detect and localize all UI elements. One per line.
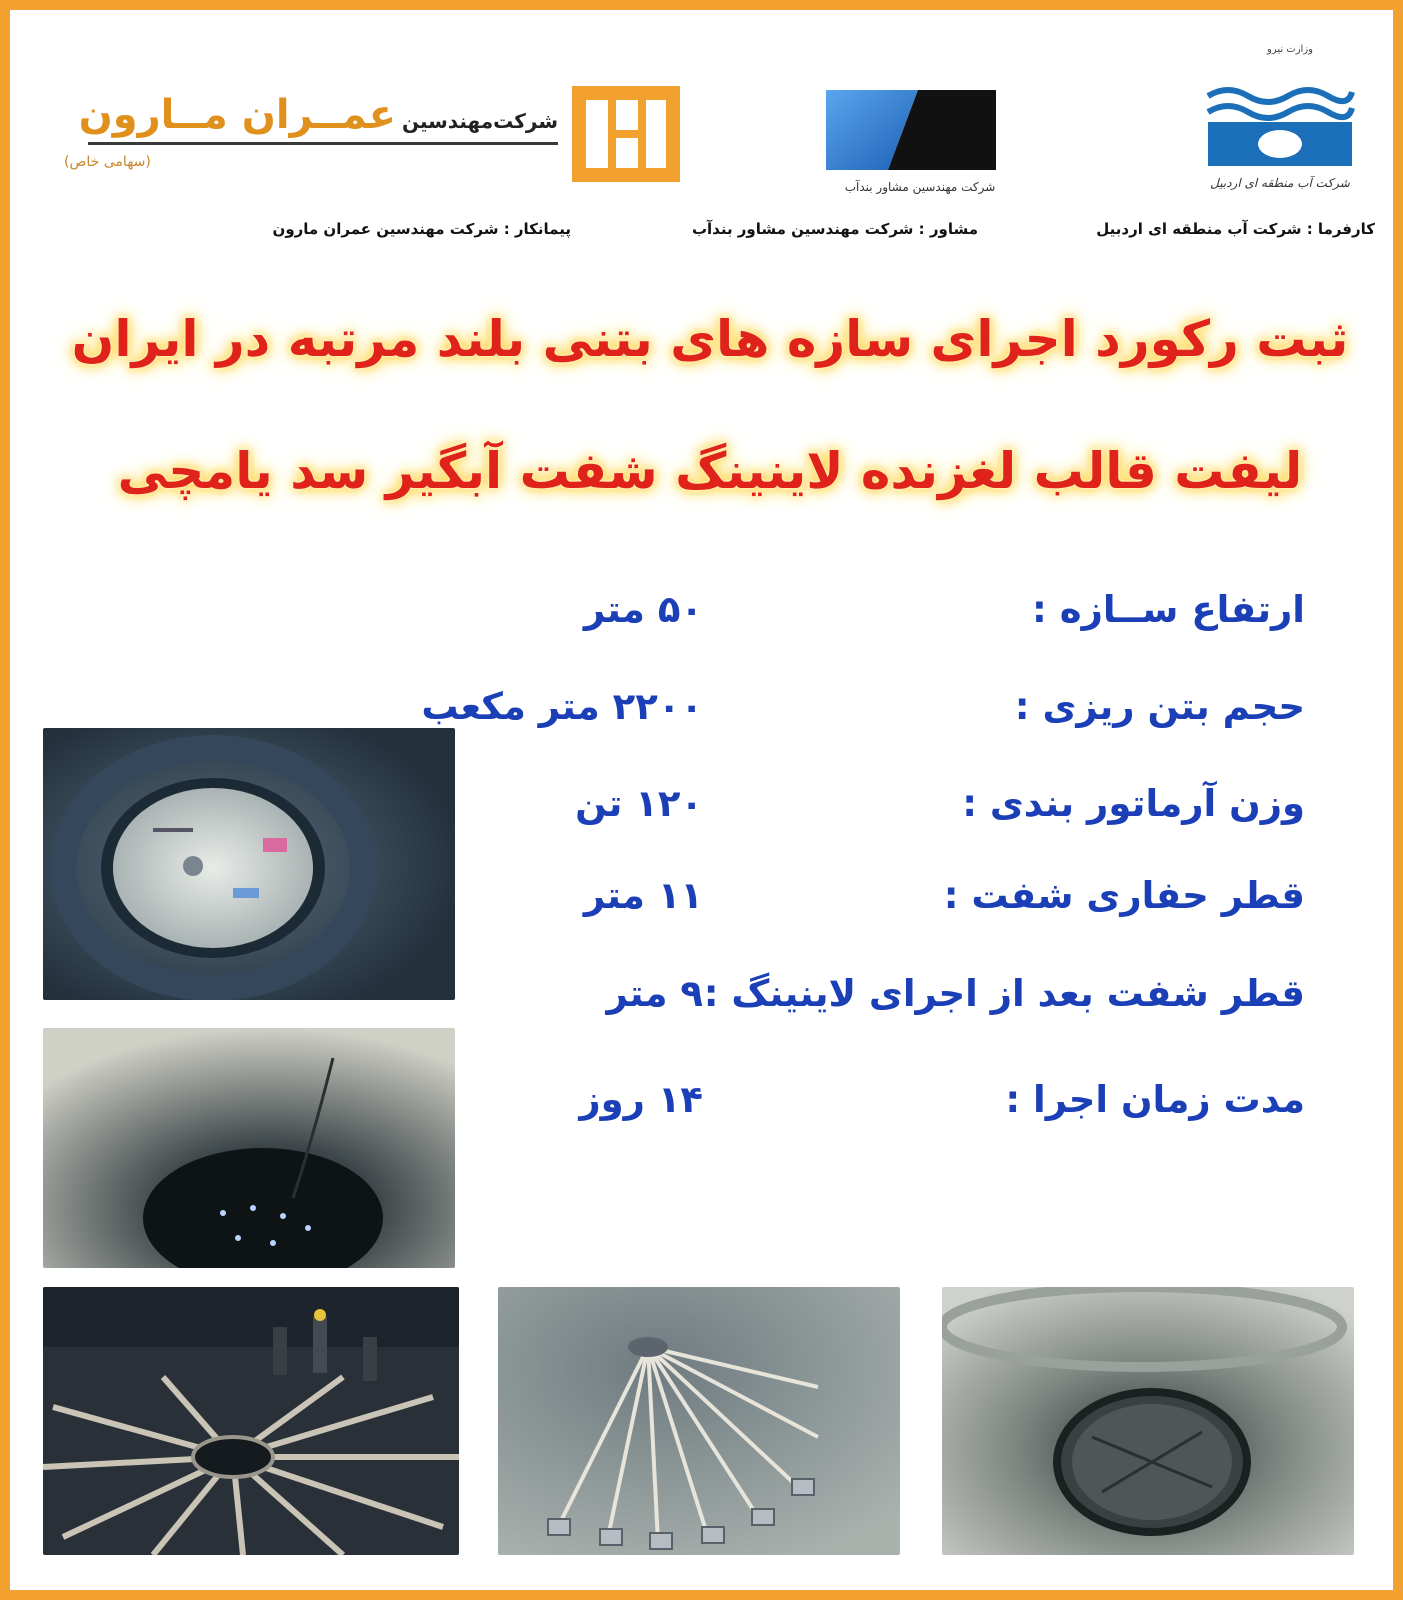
spec-label-concrete: حجم بتن ریزی : bbox=[1014, 685, 1305, 728]
photo-shaft-interior bbox=[43, 1028, 455, 1268]
spec-label-drill-diameter: قطر حفاری شفت : bbox=[943, 874, 1305, 917]
bandab-caption: شرکت مهندسین مشاور بندآب bbox=[844, 180, 996, 194]
maroon-name: عمــران مــارون bbox=[78, 92, 396, 138]
ardabil-top-text: وزارت نیرو bbox=[1266, 44, 1313, 55]
role-consultant: مشاور : شرکت مهندسین مشاور بندآب bbox=[691, 220, 978, 238]
spec-value-rebar: ۱۲۰ تن bbox=[575, 782, 703, 825]
photo-shaft-bottom bbox=[942, 1287, 1354, 1555]
spec-label-duration: مدت زمان اجرا : bbox=[1005, 1078, 1305, 1121]
spec-label-lined-diameter: قطر شفت بعد از اجرای لاینینگ : bbox=[703, 972, 1305, 1015]
role-contractor: پیمانکار : شرکت مهندسین عمران مارون bbox=[272, 220, 571, 238]
role-employer: کارفرما : شرکت آب منطقه ای اردبیل bbox=[1096, 220, 1375, 238]
spec-label-rebar: وزن آرماتور بندی : bbox=[962, 782, 1305, 825]
ardabil-caption: شرکت آب منطقه ای اردبیل bbox=[1210, 176, 1350, 190]
headline-line-2: لیفت قالب لغزنده لاینینگ شفت آبگیر سد یامچی bbox=[117, 442, 1303, 500]
spec-value-drill-diameter: ۱۱ متر bbox=[583, 874, 703, 917]
spec-label-height: ارتفاع ســازه : bbox=[1032, 588, 1305, 631]
photo-shaft-top-view bbox=[43, 728, 455, 1000]
spec-value-height: ۵۰ متر bbox=[583, 588, 703, 631]
photo-slipform-workers bbox=[43, 1287, 459, 1555]
maroon-mark-icon bbox=[572, 86, 680, 182]
spec-value-lined-diameter: ۹ متر bbox=[606, 972, 703, 1015]
maroon-logo bbox=[60, 78, 680, 188]
maroon-underline bbox=[88, 142, 558, 145]
maroon-subtitle: (سهامی خاص) bbox=[64, 154, 151, 170]
maroon-prefix: شرکت‌مهندسین bbox=[401, 109, 558, 133]
photo-slipform-closeup bbox=[498, 1287, 900, 1555]
headline-line-1: ثبت رکورد اجرای سازه های بتنی بلند مرتبه در ایران bbox=[71, 310, 1349, 368]
ardabil-logo bbox=[1200, 40, 1360, 210]
bandab-logo bbox=[820, 90, 1020, 210]
ardabil-waves-icon bbox=[1200, 62, 1360, 182]
bandab-mark-icon bbox=[826, 90, 996, 170]
spec-value-concrete: ۲۲۰۰ متر مکعب bbox=[421, 685, 703, 728]
spec-value-duration: ۱۴ روز bbox=[579, 1078, 703, 1121]
